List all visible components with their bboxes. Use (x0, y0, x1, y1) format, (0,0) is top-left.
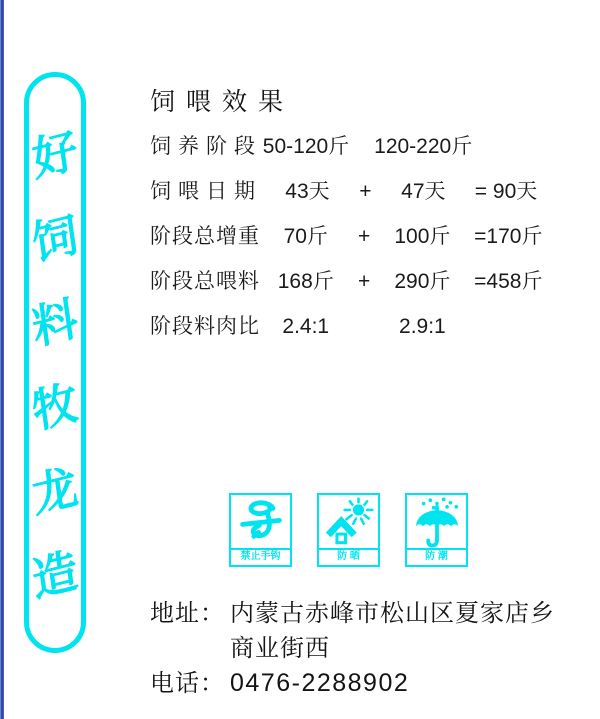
row-label: 阶段料肉比 (150, 315, 260, 338)
stage1-value: 50-120斤 (262, 135, 350, 158)
care-label: 防 晒 (319, 548, 378, 565)
section-title: 饲喂效果 (150, 88, 295, 116)
row-label: 饲养阶段 (150, 135, 262, 158)
care-icons-row (229, 493, 468, 567)
total-value: =458斤 (474, 270, 543, 293)
stage2-value: 2.9:1 (399, 315, 446, 338)
total-value: =170斤 (474, 225, 543, 248)
stage2-value: 290斤 (394, 270, 451, 293)
stage1-value: 168斤 (277, 270, 334, 293)
banner-char: 好 (28, 122, 82, 188)
care-box-keep-dry (405, 493, 468, 567)
operator: + (359, 180, 372, 203)
care-label: 防 潮 (407, 548, 466, 565)
row-label: 阶段总增重 (150, 225, 260, 248)
banner-char: 料 (28, 290, 82, 356)
no-hand-hook-icon (231, 495, 290, 548)
address-line2: 商业街西 (230, 635, 330, 662)
sun-protect-icon (319, 495, 378, 548)
row-label: 阶段总喂料 (150, 270, 260, 293)
phone-label: 电话： (150, 670, 225, 697)
table-row (150, 220, 580, 265)
stage2-value: 100斤 (394, 225, 451, 248)
care-box-no-hand-hook (229, 493, 292, 567)
stage2-value: 120-220斤 (374, 135, 473, 158)
care-box-sun-protect (317, 493, 380, 567)
stage2-value: 47天 (401, 180, 446, 203)
banner-char: 造 (28, 542, 82, 608)
total-value: = 90天 (474, 180, 538, 203)
stage1-value: 43天 (285, 180, 330, 203)
brand-banner (24, 72, 86, 653)
feeding-table (150, 130, 580, 355)
banner-char: 龙 (28, 458, 82, 524)
operator: + (357, 270, 371, 293)
address-label: 地址： (150, 600, 225, 627)
banner-char: 饲 (28, 206, 82, 272)
phone-line (150, 666, 555, 701)
stage1-value: 2.4:1 (282, 315, 330, 338)
table-row (150, 130, 580, 175)
table-row (150, 265, 580, 310)
address-line (150, 596, 555, 632)
table-row (150, 175, 580, 220)
address-text: 内蒙古赤峰市松山区夏家店乡 (230, 600, 555, 627)
keep-dry-icon (407, 495, 466, 548)
table-row (150, 310, 580, 355)
row-label: 饲喂日期 (150, 180, 262, 203)
stage1-value: 70斤 (283, 225, 328, 248)
operator: + (357, 225, 371, 248)
care-label: 禁止手钩 (231, 548, 290, 565)
contact-block (150, 596, 555, 701)
scan-edge-line (0, 0, 4, 719)
banner-char: 牧 (28, 374, 82, 440)
phone-number: 0476-2288902 (230, 669, 410, 697)
